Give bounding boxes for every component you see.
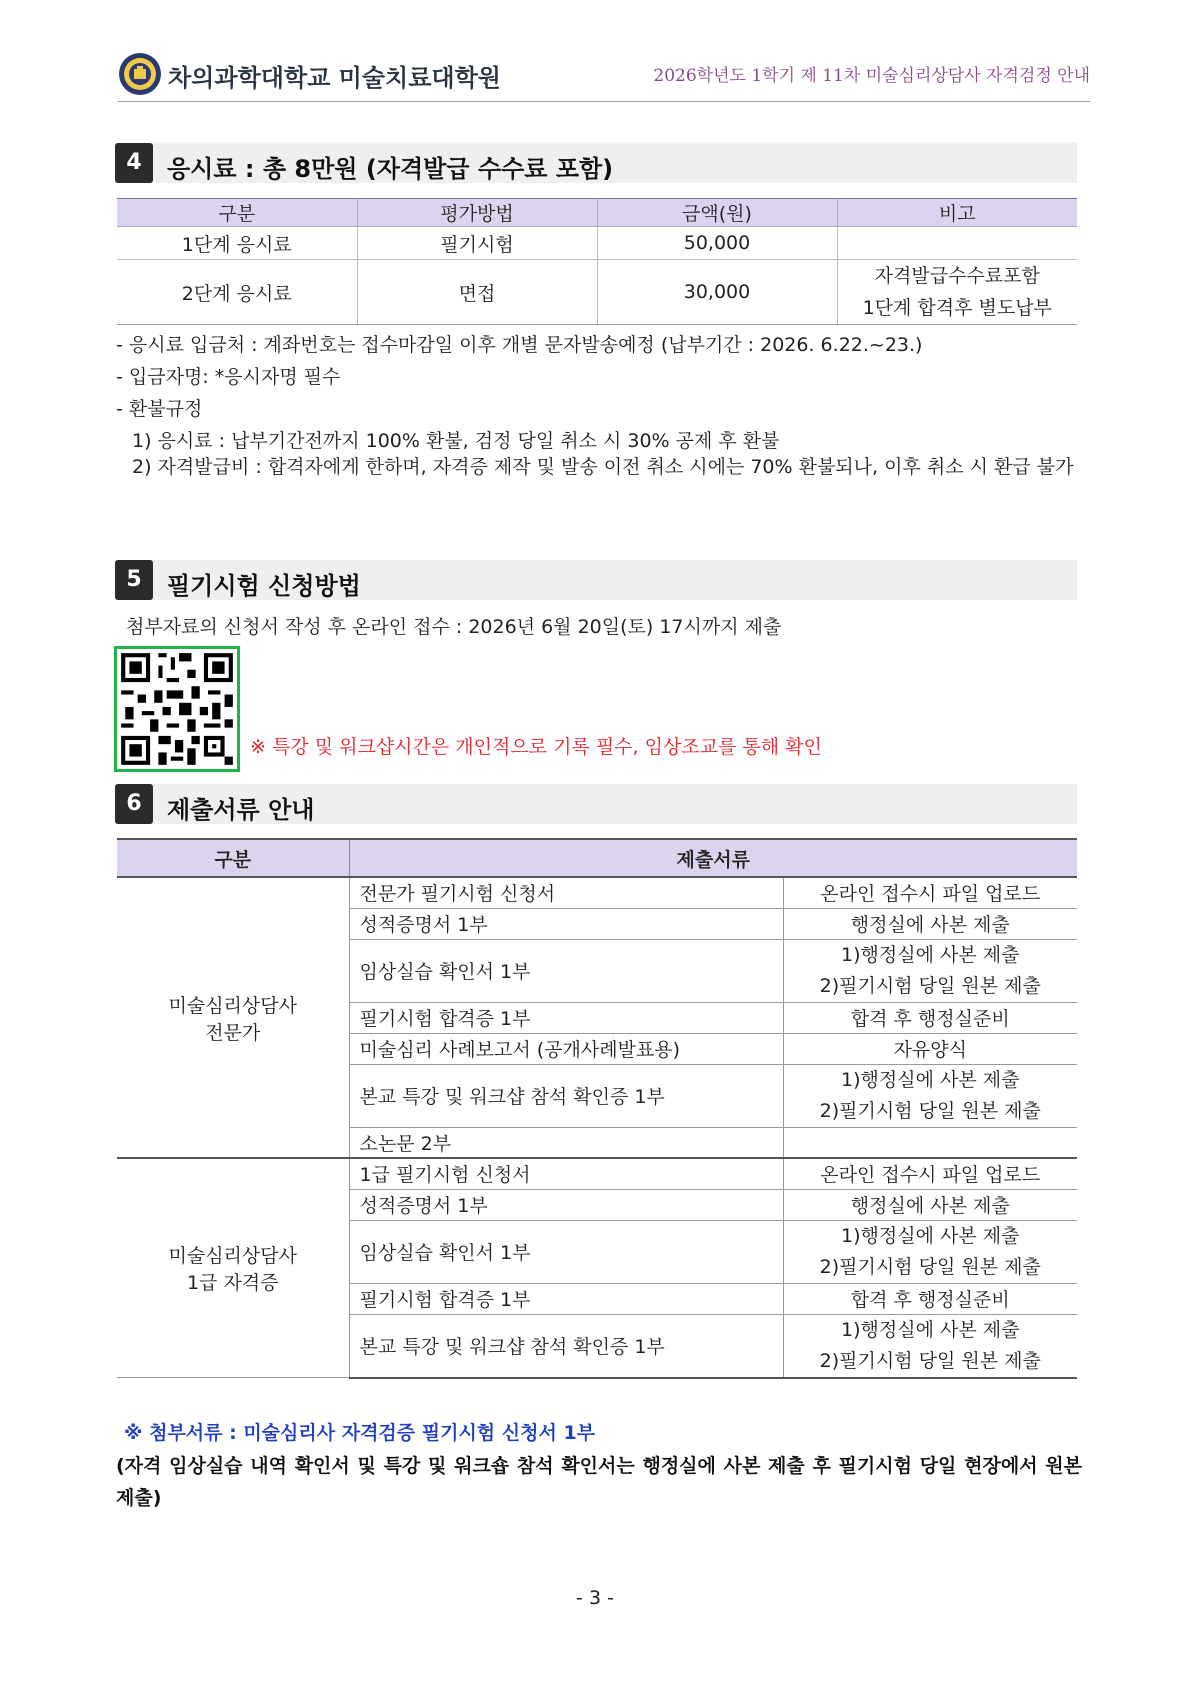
document-name: 필기시험 합격증 1부 bbox=[349, 1283, 783, 1314]
column-header: 평가방법 bbox=[357, 199, 597, 227]
application-description: 첨부자료의 신청서 작성 후 온라인 접수 : 2026년 6월 20일(토) 17시까지 제출 bbox=[126, 616, 782, 638]
university-name: 차의과학대학교 미술치료대학원 bbox=[168, 64, 501, 92]
submission-method: 합격 후 행정실준비 bbox=[783, 1283, 1077, 1314]
document-name: 임상실습 확인서 1부 bbox=[349, 939, 783, 1002]
category-label: 전문가 bbox=[205, 1021, 261, 1044]
column-header: 금액(원) bbox=[597, 199, 837, 227]
documents-table bbox=[117, 838, 1077, 1379]
submission-method: 온라인 접수시 파일 업로드 bbox=[783, 1158, 1077, 1189]
document-name: 임상실습 확인서 1부 bbox=[349, 1220, 783, 1283]
submission-method: 행정실에 사본 제출 bbox=[783, 908, 1077, 939]
submission-method: 합격 후 행정실준비 bbox=[783, 1002, 1077, 1033]
university-seal-icon bbox=[118, 52, 162, 96]
fee-note bbox=[837, 227, 1077, 260]
fee-note-line: 1단계 합격후 별도납부 bbox=[862, 297, 1052, 319]
document-name: 본교 특강 및 워크샵 참석 확인증 1부 bbox=[349, 1314, 783, 1378]
fee-table bbox=[117, 198, 1077, 325]
qr-code[interactable] bbox=[114, 646, 240, 772]
document-name: 본교 특강 및 워크샵 참석 확인증 1부 bbox=[349, 1064, 783, 1127]
fee-method: 면접 bbox=[357, 260, 597, 325]
submission-method: 온라인 접수시 파일 업로드 bbox=[783, 877, 1077, 908]
qr-code-icon bbox=[117, 649, 237, 769]
section-title: 응시료 : 총 8만원 (자격발급 수수료 포함) bbox=[167, 155, 614, 183]
section-heading-fee bbox=[115, 143, 1077, 183]
table-row bbox=[117, 260, 1077, 325]
fee-amount: 50,000 bbox=[597, 227, 837, 260]
section-number: 5 bbox=[115, 560, 153, 600]
submission-step: 2)필기시험 당일 원본 제출 bbox=[819, 1255, 1041, 1278]
fee-note bbox=[837, 260, 1077, 325]
category-label: 미술심리상담사 bbox=[168, 994, 297, 1017]
category-label: 1급 자격증 bbox=[186, 1272, 279, 1294]
category-label: 미술심리상담사 bbox=[168, 1245, 297, 1267]
table-row bbox=[117, 877, 1077, 908]
fee-category: 2단계 응시료 bbox=[117, 260, 357, 325]
submission-step: 2)필기시험 당일 원본 제출 bbox=[819, 974, 1041, 997]
column-header: 비고 bbox=[837, 199, 1077, 227]
depositor-name-info: - 입금자명: *응시자명 필수 bbox=[116, 366, 341, 388]
submission-method bbox=[783, 1220, 1077, 1283]
column-header: 구분 bbox=[117, 199, 357, 227]
submission-step: 1)행정실에 사본 제출 bbox=[841, 943, 1020, 966]
document-name: 성적증명서 1부 bbox=[349, 908, 783, 939]
refund-policy-item: 1) 응시료 : 납부기간전까지 100% 환불, 검정 당일 취소 시 30% 공제 후 환불 bbox=[132, 430, 780, 452]
section-heading-application bbox=[115, 560, 1077, 600]
fee-amount: 30,000 bbox=[597, 260, 837, 325]
column-header: 제출서류 bbox=[349, 839, 1077, 877]
submission-step: 1)행정실에 사본 제출 bbox=[841, 1068, 1020, 1091]
documents-table-header bbox=[117, 839, 1077, 877]
workshop-note: ※ 특강 및 워크샵시간은 개인적으로 기록 필수, 임상조교를 통해 확인 bbox=[250, 736, 822, 758]
document-name: 소논문 2부 bbox=[349, 1127, 783, 1158]
document-name: 성적증명서 1부 bbox=[349, 1189, 783, 1220]
section-title: 필기시험 신청방법 bbox=[167, 572, 361, 600]
attachment-note: ※ 첨부서류 : 미술심리사 자격검증 필기시험 신청서 1부 bbox=[124, 1422, 596, 1444]
document-name: 필기시험 합격증 1부 bbox=[349, 1002, 783, 1033]
document-name: 미술심리 사례보고서 (공개사례발표용) bbox=[349, 1033, 783, 1064]
table-row bbox=[117, 227, 1077, 260]
refund-policy-item: 2) 자격발급비 : 합격자에게 한하며, 자격증 제작 및 발송 이전 취소 시에는 70% 환불되나, 이후 취소 시 환급 불가 bbox=[132, 456, 1074, 478]
document-name: 1급 필기시험 신청서 bbox=[349, 1158, 783, 1189]
fee-table-header bbox=[117, 199, 1077, 227]
submission-method bbox=[783, 939, 1077, 1002]
submission-method bbox=[783, 1064, 1077, 1127]
submission-step: 2)필기시험 당일 원본 제출 bbox=[819, 1349, 1041, 1372]
section-title: 제출서류 안내 bbox=[167, 796, 315, 824]
section-number: 4 bbox=[115, 143, 153, 183]
section-number: 6 bbox=[115, 784, 153, 824]
submission-method bbox=[783, 1127, 1077, 1158]
submission-method bbox=[783, 1314, 1077, 1378]
fee-note-line: 자격발급수수료포함 bbox=[874, 265, 1040, 287]
fee-method: 필기시험 bbox=[357, 227, 597, 260]
fee-deposit-info: - 응시료 입금처 : 계좌번호는 접수마감일 이후 개별 문자발송예정 (납부기간 : 2026. 6.22.~23.) bbox=[116, 334, 923, 356]
category-level1 bbox=[117, 1158, 349, 1378]
page-header bbox=[118, 52, 1090, 102]
refund-policy-heading: - 환불규정 bbox=[116, 398, 203, 420]
submission-step: 1)행정실에 사본 제출 bbox=[841, 1224, 1020, 1247]
attachment-detail: (자격 임상실습 내역 확인서 및 특강 및 워크숍 참석 확인서는 행정실에 사본 제출 후 필기시험 당일 현장에서 원본 제출) bbox=[116, 1455, 1082, 1509]
submission-step: 1)행정실에 사본 제출 bbox=[841, 1318, 1020, 1341]
column-header: 구분 bbox=[117, 839, 349, 877]
submission-method: 자유양식 bbox=[783, 1033, 1077, 1064]
page-number: - 3 - bbox=[576, 1587, 614, 1609]
fee-category: 1단계 응시료 bbox=[117, 227, 357, 260]
category-expert bbox=[117, 877, 349, 1158]
table-row bbox=[117, 1158, 1077, 1189]
section-heading-documents bbox=[115, 784, 1077, 824]
document-title: 2026학년도 1학기 제 11차 미술심리상담사 자격검정 안내 bbox=[653, 66, 1090, 86]
submission-method: 행정실에 사본 제출 bbox=[783, 1189, 1077, 1220]
submission-step: 2)필기시험 당일 원본 제출 bbox=[819, 1099, 1041, 1122]
document-name: 전문가 필기시험 신청서 bbox=[349, 877, 783, 908]
